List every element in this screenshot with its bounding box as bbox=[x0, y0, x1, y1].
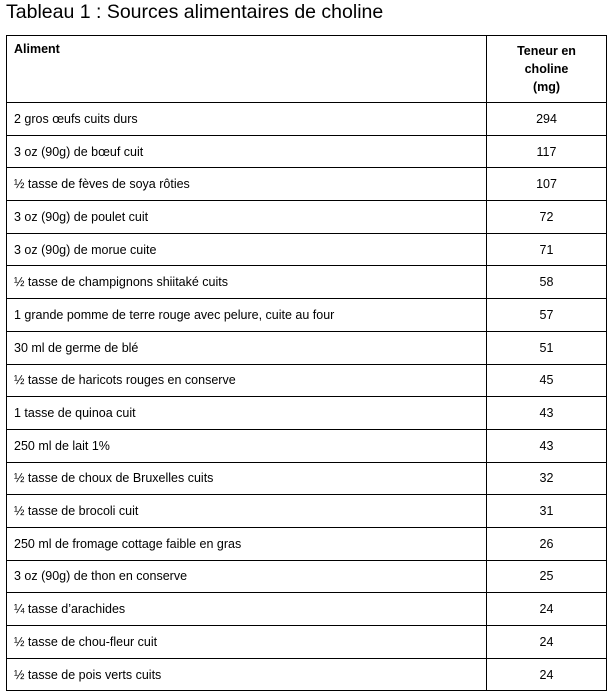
choline-mg-cell: 43 bbox=[487, 429, 607, 462]
table-row bbox=[7, 331, 607, 364]
food-cell: 1 grande pomme de terre rouge avec pelure, cuite au four bbox=[7, 299, 487, 332]
table-body bbox=[7, 103, 607, 691]
food-cell: 30 ml de germe de blé bbox=[7, 331, 487, 364]
table-row bbox=[7, 103, 607, 136]
table-row bbox=[7, 201, 607, 234]
food-cell: 250 ml de fromage cottage faible en gras bbox=[7, 527, 487, 560]
food-cell: ½ tasse de brocoli cuit bbox=[7, 495, 487, 528]
table-header-row bbox=[7, 36, 607, 103]
food-cell: 3 oz (90g) de morue cuite bbox=[7, 233, 487, 266]
choline-sources-table bbox=[6, 35, 607, 691]
table-row bbox=[7, 266, 607, 299]
table-row bbox=[7, 299, 607, 332]
header-content-line3: (mg) bbox=[532, 80, 561, 94]
food-cell: 3 oz (90g) de bœuf cuit bbox=[7, 135, 487, 168]
choline-mg-cell: 58 bbox=[487, 266, 607, 299]
header-content-line1: Teneur en bbox=[517, 44, 576, 58]
food-cell: ½ tasse de haricots rouges en conserve bbox=[7, 364, 487, 397]
header-choline-content bbox=[487, 36, 607, 103]
choline-mg-cell: 294 bbox=[487, 103, 607, 136]
food-cell: 1 tasse de quinoa cuit bbox=[7, 397, 487, 430]
food-cell: 250 ml de lait 1% bbox=[7, 429, 487, 462]
header-content-line2: choline bbox=[524, 62, 569, 76]
table-row bbox=[7, 560, 607, 593]
food-cell: 2 gros œufs cuits durs bbox=[7, 103, 487, 136]
food-cell: ½ tasse de fèves de soya rôties bbox=[7, 168, 487, 201]
table-row bbox=[7, 593, 607, 626]
food-cell: 3 oz (90g) de poulet cuit bbox=[7, 201, 487, 234]
choline-mg-cell: 24 bbox=[487, 626, 607, 659]
choline-mg-cell: 26 bbox=[487, 527, 607, 560]
table-row bbox=[7, 495, 607, 528]
table-row bbox=[7, 168, 607, 201]
table-row bbox=[7, 626, 607, 659]
choline-mg-cell: 24 bbox=[487, 593, 607, 626]
table-row bbox=[7, 397, 607, 430]
choline-mg-cell: 25 bbox=[487, 560, 607, 593]
food-cell: ½ tasse de choux de Bruxelles cuits bbox=[7, 462, 487, 495]
table-row bbox=[7, 429, 607, 462]
choline-mg-cell: 45 bbox=[487, 364, 607, 397]
choline-mg-cell: 57 bbox=[487, 299, 607, 332]
table-row bbox=[7, 527, 607, 560]
choline-mg-cell: 31 bbox=[487, 495, 607, 528]
table-row bbox=[7, 462, 607, 495]
choline-mg-cell: 32 bbox=[487, 462, 607, 495]
table-title: Tableau 1 : Sources alimentaires de choline bbox=[6, 1, 384, 23]
choline-mg-cell: 71 bbox=[487, 233, 607, 266]
food-cell: ¼ tasse d’arachides bbox=[7, 593, 487, 626]
choline-mg-cell: 24 bbox=[487, 658, 607, 691]
choline-mg-cell: 72 bbox=[487, 201, 607, 234]
header-food: Aliment bbox=[7, 36, 487, 103]
table-row bbox=[7, 364, 607, 397]
choline-mg-cell: 107 bbox=[487, 168, 607, 201]
food-cell: ½ tasse de champignons shiitaké cuits bbox=[7, 266, 487, 299]
choline-mg-cell: 51 bbox=[487, 331, 607, 364]
table-row bbox=[7, 658, 607, 691]
table-row bbox=[7, 233, 607, 266]
food-cell: 3 oz (90g) de thon en conserve bbox=[7, 560, 487, 593]
choline-mg-cell: 43 bbox=[487, 397, 607, 430]
choline-mg-cell: 117 bbox=[487, 135, 607, 168]
food-cell: ½ tasse de pois verts cuits bbox=[7, 658, 487, 691]
food-cell: ½ tasse de chou-fleur cuit bbox=[7, 626, 487, 659]
table-row bbox=[7, 135, 607, 168]
